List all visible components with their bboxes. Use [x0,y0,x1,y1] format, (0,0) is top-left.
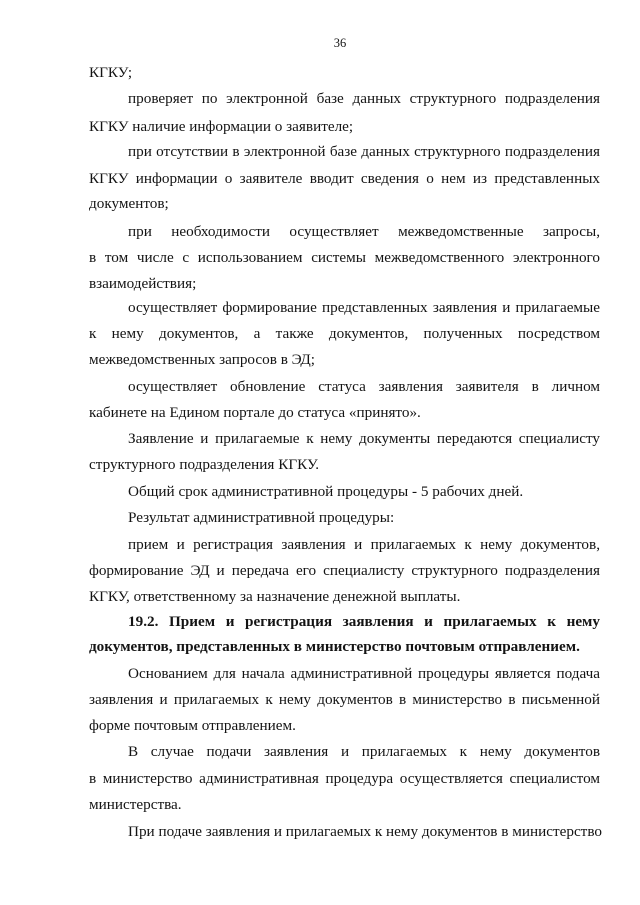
text-line: документов; [89,195,169,212]
text-line: При подаче заявления и прилагаемых к нему документов в министерство [128,823,602,840]
section-heading: 19.2. Прием и регистрация заявления и прилагаемых к нему [128,613,600,630]
text-line: взаимодействия; [89,275,197,292]
text-line: межведомственных запросов в ЭД; [89,351,315,368]
text-line: В случае подачи заявления и прилагаемых к нему документов [128,743,600,760]
text-line: КГКУ наличие информации о заявителе; [89,118,354,135]
text-line: КГКУ информации о заявителе вводит сведения о нем из представленных [89,170,600,187]
page-number: 36 [333,36,347,50]
text-line: министерства. [89,796,182,813]
text-line: формирование ЭД и передача его специалисту структурного подразделения [89,562,600,579]
text-line: при отсутствии в электронной базе данных структурного подразделения [128,143,600,160]
text-line: прием и регистрация заявления и прилагаемых к нему документов, [128,536,600,553]
text-line: КГКУ; [89,64,133,81]
text-line: осуществляет обновление статуса заявления заявителя в личном [128,378,600,395]
text-line: при необходимости осуществляет межведомственные запросы, [128,223,600,240]
text-line: проверяет по электронной базе данных структурного подразделения [128,90,600,107]
text-line: к нему документов, а также документов, полученных посредством [89,325,600,342]
text-line: Заявление и прилагаемые к нему документы передаются специалисту [128,430,600,447]
text-line: Результат административной процедуры: [128,509,395,526]
text-line: Основанием для начала административной процедуры является подача [128,665,600,682]
section-heading: документов, представленных в министерство почтовым отправлением. [89,638,580,655]
text-line: в том числе с использованием системы межведомственного электронного [89,249,600,266]
text-line: КГКУ, ответственному за назначение денежной выплаты. [89,588,461,605]
text-line: структурного подразделения КГКУ. [89,456,320,473]
text-line: кабинете на Едином портале до статуса «принято». [89,404,421,421]
text-line: осуществляет формирование представленных заявления и прилагаемые [128,299,600,316]
text-line: Общий срок административной процедуры - 5 рабочих дней. [128,483,524,500]
text-line: заявления и прилагаемых к нему документов в министерство в письменной [89,691,600,708]
text-line: форме почтовым отправлением. [89,717,296,734]
text-line: в министерство административная процедура осуществляется специалистом [89,770,600,787]
